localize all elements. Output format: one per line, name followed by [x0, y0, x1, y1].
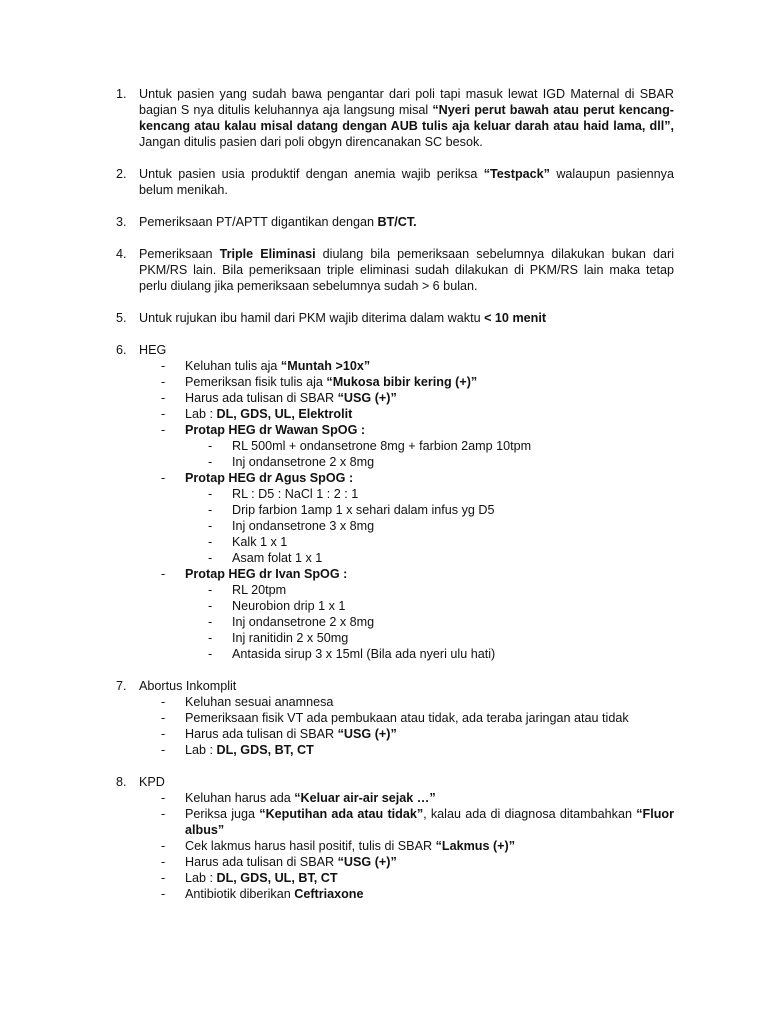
dash-bullet: -: [161, 391, 166, 405]
item-number: 2.: [116, 167, 127, 181]
item-number: 4.: [116, 247, 127, 261]
text-run: Lab :: [185, 871, 217, 885]
dash-bullet: -: [208, 519, 213, 533]
dash-bullet: -: [161, 791, 166, 805]
list-item: [0, 774, 674, 902]
text-run: Untuk pasien yang sudah bawa pengantar dari poli tapi masuk lewat IGD Maternal di SBAR bagian S nya ditulis keluhannya aja langsung misal: [139, 87, 674, 117]
text-run: Harus ada tulisan di SBAR: [185, 855, 338, 869]
bold-text: “USG (+)”: [337, 855, 397, 869]
bold-text: < 10 menit: [484, 311, 547, 325]
dash-bullet: -: [161, 743, 166, 757]
text-run: Pemeriksaan PT/APTT digantikan dengan: [139, 215, 378, 229]
sub-list-item: [139, 406, 674, 422]
text-run: HEG: [139, 343, 167, 357]
text-run: Jangan ditulis pasien dari poli obgyn direncanakan SC besok.: [139, 135, 483, 149]
bold-text: DL, GDS, BT, CT: [216, 743, 314, 757]
nested-list-item: [139, 630, 674, 646]
text-run: , kalau ada di diagnosa ditambahkan: [423, 807, 637, 821]
dash-bullet: -: [208, 631, 213, 645]
sub-list-item: [139, 390, 674, 406]
nested-list-item: [139, 502, 674, 518]
item-text: [139, 774, 674, 790]
nested-list-item: [139, 438, 674, 454]
bold-text: “Nyeri perut bawah atau perut kencang-kencang atau kalau misal datang dengan AUB tulis aja keluar darah atau haid lama, dll”,: [139, 103, 674, 133]
list-item: [0, 310, 674, 326]
dash-bullet: -: [208, 503, 213, 517]
text-run: Harus ada tulisan di SBAR: [185, 727, 338, 741]
nested-list-item: [139, 614, 674, 630]
item-number: 8.: [116, 775, 127, 789]
bold-text: BT/CT.: [377, 215, 417, 229]
text-run: Periksa juga: [185, 807, 260, 821]
item-number: 5.: [116, 311, 127, 325]
item-text: [139, 342, 674, 358]
item-text: [139, 86, 674, 150]
text-run: Untuk pasien usia produktif dengan anemia wajib periksa: [139, 167, 484, 181]
text-run: Pemeriksan fisik tulis aja: [185, 375, 327, 389]
list-item: [0, 166, 674, 198]
item-text: [139, 678, 674, 694]
sub-list-item: [139, 854, 674, 870]
text-run: Harus ada tulisan di SBAR: [185, 391, 338, 405]
item-text: [139, 214, 674, 230]
sub-list-item: [139, 726, 674, 742]
dash-bullet: -: [161, 871, 166, 885]
text-run: Untuk rujukan ibu hamil dari PKM wajib diterima dalam waktu: [139, 311, 485, 325]
dash-bullet: -: [161, 695, 166, 709]
nested-list-item: [139, 598, 674, 614]
dash-bullet: -: [161, 375, 166, 389]
text-run: Keluhan tulis aja: [185, 359, 281, 373]
text-run: Antasida sirup 3 x 15ml (Bila ada nyeri ulu hati): [232, 647, 496, 661]
text-run: Drip farbion 1amp 1 x sehari dalam infus yg D5: [232, 503, 495, 517]
bold-text: DL, GDS, UL, Elektrolit: [216, 407, 353, 421]
text-run: diulang bila pemeriksaan sebelumnya dilakukan bukan dari PKM/RS lain. Bila pemeriksaan triple eliminasi sudah dilakukan di PKM/RS lain maka tetap perlu diulang jika pemeriksaan sebelumnya sudah > 6 bulan.: [139, 247, 674, 293]
bold-text: “Fluor albus”: [185, 807, 674, 837]
bold-text: “Testpack”: [483, 167, 550, 181]
dash-bullet: -: [208, 551, 213, 565]
bold-text: Triple Eliminasi: [219, 247, 316, 261]
sub-list-item: [139, 838, 674, 854]
sub-list-item: [139, 694, 674, 710]
text-run: Antibiotik diberikan: [185, 887, 295, 901]
bold-text: Protap HEG dr Agus SpOG :: [185, 471, 354, 485]
text-run: Abortus Inkomplit: [139, 679, 237, 693]
text-run: Lab :: [185, 407, 217, 421]
nested-list-item: [139, 534, 674, 550]
dash-bullet: -: [161, 471, 166, 485]
item-number: 3.: [116, 215, 127, 229]
text-run: Inj ondansetrone 3 x 8mg: [232, 519, 375, 533]
item-text: [139, 310, 674, 326]
nested-list-item: [139, 582, 674, 598]
bold-text: “USG (+)”: [337, 727, 397, 741]
sub-list-item: [139, 374, 674, 390]
text-run: Inj ondansetrone 2 x 8mg: [232, 615, 375, 629]
item-number: 1.: [116, 87, 127, 101]
item-text: [139, 246, 674, 294]
bold-text: Ceftriaxone: [294, 887, 364, 901]
dash-bullet: -: [208, 599, 213, 613]
list-item: [0, 342, 674, 662]
text-run: Neurobion drip 1 x 1: [232, 599, 346, 613]
nested-list-item: [139, 518, 674, 534]
item-number: 6.: [116, 343, 127, 357]
numbered-list: [0, 86, 768, 902]
item-number: 7.: [116, 679, 127, 693]
text-run: Pemeriksaan fisik VT ada pembukaan atau tidak, ada teraba jaringan atau tidak: [185, 711, 629, 725]
bold-text: “Mukosa bibir kering (+)”: [326, 375, 478, 389]
nested-list-item: [139, 550, 674, 566]
text-run: RL : D5 : NaCl 1 : 2 : 1: [232, 487, 359, 501]
bold-text: “Lakmus (+)”: [435, 839, 516, 853]
dash-bullet: -: [161, 711, 166, 725]
nested-list-item: [139, 646, 674, 662]
text-run: Asam folat 1 x 1: [232, 551, 323, 565]
bold-text: “Keluar air-air sejak …”: [294, 791, 436, 805]
dash-bullet: -: [161, 423, 166, 437]
dash-bullet: -: [161, 567, 166, 581]
dash-bullet: -: [208, 583, 213, 597]
bold-text: Protap HEG dr Ivan SpOG :: [185, 567, 348, 581]
sub-list-item: [139, 566, 674, 582]
list-item: [0, 86, 674, 150]
list-item: [0, 246, 674, 294]
item-text: [139, 166, 674, 198]
text-run: RL 500ml + ondansetrone 8mg + farbion 2amp 10tpm: [232, 439, 532, 453]
dash-bullet: -: [208, 615, 213, 629]
dash-bullet: -: [161, 727, 166, 741]
text-run: Cek lakmus harus hasil positif, tulis di SBAR: [185, 839, 436, 853]
text-run: KPD: [139, 775, 165, 789]
bold-text: “Keputihan ada atau tidak”: [259, 807, 424, 821]
text-run: Pemeriksaan: [139, 247, 220, 261]
sub-list-item: [139, 790, 674, 806]
nested-list-item: [139, 454, 674, 470]
sub-list-item: [139, 422, 674, 438]
sub-list-item: [139, 806, 674, 838]
text-run: Lab :: [185, 743, 217, 757]
bold-text: DL, GDS, UL, BT, CT: [216, 871, 338, 885]
text-run: RL 20tpm: [232, 583, 287, 597]
bold-text: “USG (+)”: [337, 391, 397, 405]
list-item: [0, 214, 674, 230]
sub-list-item: [139, 358, 674, 374]
text-run: Inj ondansetrone 2 x 8mg: [232, 455, 375, 469]
list-item: [0, 678, 674, 758]
text-run: walaupun pasiennya belum menikah.: [139, 167, 674, 197]
dash-bullet: -: [161, 407, 166, 421]
dash-bullet: -: [161, 855, 166, 869]
sub-list-item: [139, 870, 674, 886]
sub-list-item: [139, 742, 674, 758]
nested-list-item: [139, 486, 674, 502]
dash-bullet: -: [208, 455, 213, 469]
sub-list-item: [139, 710, 674, 726]
bold-text: Protap HEG dr Wawan SpOG :: [185, 423, 366, 437]
dash-bullet: -: [161, 839, 166, 853]
dash-bullet: -: [161, 887, 166, 901]
text-run: Keluhan harus ada: [185, 791, 295, 805]
sub-list-item: [139, 886, 674, 902]
dash-bullet: -: [208, 487, 213, 501]
dash-bullet: -: [161, 807, 166, 821]
text-run: Kalk 1 x 1: [232, 535, 288, 549]
dash-bullet: -: [208, 439, 213, 453]
text-run: Inj ranitidin 2 x 50mg: [232, 631, 349, 645]
dash-bullet: -: [208, 647, 213, 661]
dash-bullet: -: [161, 359, 166, 373]
text-run: Keluhan sesuai anamnesa: [185, 695, 334, 709]
sub-list-item: [139, 470, 674, 486]
bold-text: “Muntah >10x”: [280, 359, 371, 373]
dash-bullet: -: [208, 535, 213, 549]
